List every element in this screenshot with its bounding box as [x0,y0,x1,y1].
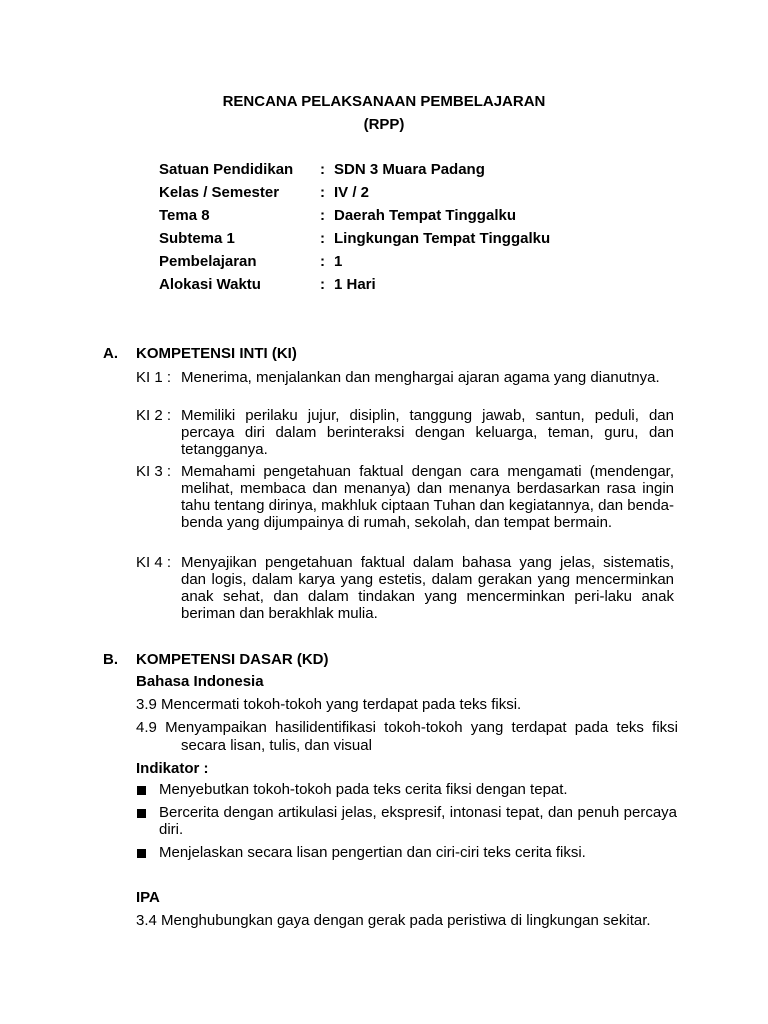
identity-value: 1 [334,253,343,270]
indikator-item: Menjelaskan secara lisan pengertian dan ciri-ciri teks cerita fiksi. [159,844,586,861]
ki-label: KI 4 : [136,554,172,571]
subject-heading: Bahasa Indonesia [136,673,264,690]
identity-label: Pembelajaran [159,253,257,270]
subject-heading: IPA [136,889,160,906]
square-bullet-icon [137,786,146,795]
ki-label: KI 2 : [136,407,172,424]
indikator-label: Indikator : [136,760,209,777]
ki-text: Memahami pengetahuan faktual dengan cara mengamati (mendengar, melihat, membaca dan menanya) dan menanya berdasarkan rasa ingin tahu tentang dirinya, makhluk ciptaan Tuhan dan kegiatannya, dan benda-benda yang dijumpainya di rumah, sekolah, dan tempat bermain. [181,463,674,531]
identity-label: Alokasi Waktu [159,276,261,293]
section-a-title: KOMPETENSI INTI (KI) [136,345,297,362]
identity-colon: : [320,253,325,270]
square-bullet-icon [137,809,146,818]
identity-value: 1 Hari [334,276,376,293]
section-b-letter: B. [103,651,118,668]
indikator-item: Bercerita dengan artikulasi jelas, ekspresif, intonasi tepat, dan penuh percaya diri. [159,804,677,838]
kd-item-continuation: secara lisan, tulis, dan visual [181,737,372,754]
ki-text: Menerima, menjalankan dan menghargai ajaran agama yang dianutnya. [181,369,660,386]
identity-value: IV / 2 [334,184,370,201]
indikator-item: Menyebutkan tokoh-tokoh pada teks cerita fiksi dengan tepat. [159,781,568,798]
identity-colon: : [320,184,325,201]
identity-label: Subtema 1 [159,230,235,247]
ki-text: Menyajikan pengetahuan faktual dalam bahasa yang jelas, sistematis, dan logis, dalam karya yang estetis, dalam gerakan yang mencerminkan anak sehat, dan dalam tindakan yang mencerminkan peri-laku anak beriman dan berakhlak mulia. [181,554,674,622]
identity-colon: : [320,230,325,247]
identity-value: Lingkungan Tempat Tinggalku [334,230,551,247]
identity-colon: : [320,161,325,178]
ki-text: Memiliki perilaku jujur, disiplin, tanggung jawab, santun, peduli, dan percaya diri dalam berinteraksi dengan keluarga, teman, guru, dan tetangganya. [181,407,674,458]
document-title: RENCANA PELAKSANAAN PEMBELAJARAN [222,93,546,110]
ki-label: KI 1 : [136,369,172,386]
identity-label: Tema 8 [159,207,210,224]
identity-label: Satuan Pendidikan [159,161,294,178]
identity-value: Daerah Tempat Tinggalku [334,207,516,224]
kd-item: 4.9 Menyampaikan hasilidentifikasi tokoh-tokoh yang terdapat pada teks fiksi [136,719,678,736]
section-b-title: KOMPETENSI DASAR (KD) [136,651,329,668]
identity-label: Kelas / Semester [159,184,280,201]
section-a-letter: A. [103,345,118,362]
identity-value: SDN 3 Muara Padang [334,161,485,178]
kd-item: 3.4 Menghubungkan gaya dengan gerak pada peristiwa di lingkungan sekitar. [136,912,651,929]
ki-label: KI 3 : [136,463,172,480]
document-subtitle: (RPP) [363,116,405,133]
kd-item: 3.9 Mencermati tokoh-tokoh yang terdapat pada teks fiksi. [136,696,522,713]
identity-colon: : [320,207,325,224]
square-bullet-icon [137,849,146,858]
identity-colon: : [320,276,325,293]
